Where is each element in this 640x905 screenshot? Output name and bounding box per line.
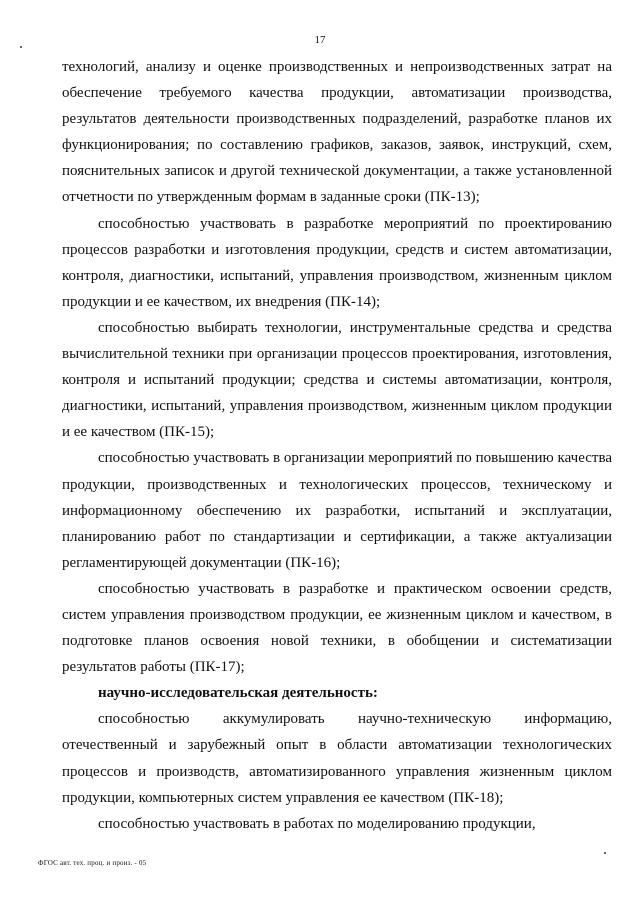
footer-note: ФГОС авт. тех. проц. и произ. - 05: [38, 859, 147, 867]
competency-pk-18: способностью аккумулировать научно-техническую информацию, отечественный и зарубежный опыт в области автоматизации технологических процессов и производств, автоматизированного управления жизненным циклом продукции, компьютерных систем управления ее качеством (ПК-18);: [62, 711, 612, 806]
competency-pk-16: способностью участвовать в организации мероприятий по повышению качества продукции, производственных и технологических процессов, техническому и информационному обеспечению их разработки, испытаний и эксплуатации, планированию работ по стандартизации и сертификации, а также актуализации регламентирующей документации (ПК-16);: [62, 450, 612, 571]
competency-pk-17: способностью участвовать в разработке и практическом освоении средств, систем управления производством продукции, ее жизненным циклом и качеством, в подготовке планов освоения новой техники, в обобщении и систематизации результатов работы (ПК-17);: [62, 580, 612, 676]
scan-speck-right: [604, 852, 606, 854]
scan-speck-top: [20, 46, 22, 48]
section-heading: научно-исследовательская деятельность:: [98, 685, 378, 702]
document-body: [62, 54, 612, 837]
competency-partial: способностью участвовать в работах по моделированию продукции,: [98, 815, 536, 832]
page-number: 17: [314, 34, 326, 46]
competency-pk-14: способностью участвовать в разработке мероприятий по проектированию процессов разработки и изготовления продукции, средств и систем автоматизации, контроля, диагностики, испытаний, управления производством, жизненным циклом продукции и ее качеством, их внедрения (ПК-14);: [62, 215, 612, 310]
competency-pk-15: способностью выбирать технологии, инструментальные средства и средства вычислительной техники при организации процессов проектирования, изготовления, контроля и испытаний продукции; средства и системы автоматизации, контроля, диагностики, испытаний, управления производством, жизненным циклом продукции и ее качеством (ПК-15);: [62, 319, 612, 441]
paragraph-continuation: технологий, анализу и оценке производственных и непроизводственных затрат на обеспечение требуемого качества продукции, автоматизации производства, результатов деятельности производственных подразделений, разработке планов их функционирования; по составлению графиков, заказов, заявок, инструкций, схем, пояснительных записок и другой технической документации, а также установленной отчетности по утвержденным формам в заданные сроки (ПК-13);: [62, 59, 612, 206]
